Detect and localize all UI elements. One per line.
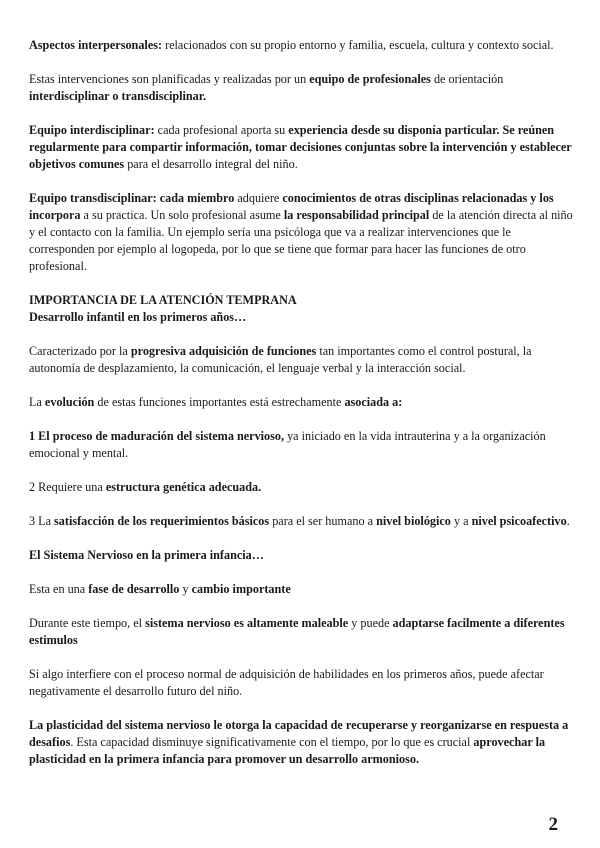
paragraph — [29, 717, 575, 768]
paragraph — [29, 615, 575, 649]
bold-text: Equipo interdisciplinar: — [29, 123, 155, 137]
text-run: para el desarrollo integral del niño. — [124, 157, 298, 171]
bold-text: Equipo transdisciplinar: cada miembro — [29, 191, 235, 205]
text-run: para el ser humano a — [269, 514, 377, 528]
bold-text: equipo de profesionales — [309, 72, 431, 86]
text-run: de estas funciones importantes está estrechamente — [94, 395, 345, 409]
bold-text: 1 El proceso de maduración del sistema nervioso, — [29, 429, 285, 443]
paragraph — [29, 581, 575, 598]
bold-text: nivel biológico — [376, 514, 451, 528]
text-run: de la atención directa al niño y el contacto con la familia. Un ejemplo sería una psicóloga que va a realizar intervenciones que le corresponden por ejemplo al logopeda, por lo que se tiene que formar para hacer las funciones de otro profesional. — [29, 208, 573, 273]
paragraph — [29, 122, 575, 173]
text-run: ya iniciado en la vida intrauterina y a la organización emocional y mental. — [29, 429, 546, 460]
bold-text: La plasticidad del sistema nervioso le otorga la capacidad de recuperarse y reorganizarse en respuesta a desafios — [29, 718, 569, 749]
text-run: Estas intervenciones son planificadas y realizadas por un — [29, 72, 310, 86]
paragraph — [29, 343, 575, 377]
bold-text: adaptarse facilmente a diferentes estimulos — [29, 616, 565, 647]
text-run: . Esta capacidad disminuye significativamente con el tiempo, por lo que es crucial — [70, 735, 474, 749]
text-run: Caracterizado por la — [29, 344, 131, 358]
bold-text: evolución — [44, 395, 95, 409]
bold-text: progresiva adquisición de funciones — [130, 344, 317, 358]
bold-text: satisfacción de los requerimientos básicos — [54, 514, 270, 528]
list-item — [29, 513, 575, 530]
bold-text: interdisciplinar o transdisciplinar. — [29, 89, 207, 103]
text-run: Si algo interfiere con el proceso normal de adquisición de habilidades en los primeros años, puede afectar negativamente el desarrollo futuro del niño. — [29, 667, 544, 698]
text-run: . — [566, 514, 570, 528]
bold-text: Aspectos interpersonales: — [29, 38, 163, 52]
text-run: de orientación — [430, 72, 504, 86]
section-subheading: Desarrollo infantil en los primeros años… — [29, 310, 247, 324]
bold-text: conocimientos de otras disciplinas relacionadas y los incorpora — [29, 191, 554, 222]
text-run: Esta en una — [29, 582, 89, 596]
text-run: relacionados con su propio entorno y familia, escuela, cultura y contexto social. — [162, 38, 554, 52]
bold-text: sistema nervioso es altamente maleable — [145, 616, 349, 630]
bold-text: estructura genética adecuada. — [105, 480, 262, 494]
bold-text: El Sistema Nervioso en la primera infancia… — [29, 548, 264, 562]
bold-text: fase de desarrollo — [88, 582, 180, 596]
list-item — [29, 479, 575, 496]
paragraph — [29, 394, 575, 411]
paragraph — [29, 37, 575, 54]
section-heading: IMPORTANCIA DE LA ATENCIÓN TEMPRANA — [29, 293, 297, 307]
text-run: y puede — [348, 616, 393, 630]
bold-text: nivel psicoafectivo — [471, 514, 567, 528]
text-run: 3 La — [29, 514, 55, 528]
list-item — [29, 428, 575, 462]
paragraph — [29, 71, 575, 105]
bold-text: cambio importante — [191, 582, 291, 596]
paragraph — [29, 547, 575, 564]
text-run: tan importantes como el control postural, la autonomía de desplazamiento, la comunicación, el lenguaje verbal y la interacción social. — [29, 344, 532, 375]
bold-text: experiencia desde su disponía particular. Se reúnen regularmente para compartir información, tomar decisiones conjuntas sobre la intervención y establecer objetivos comunes — [29, 123, 572, 171]
bold-text: aprovechar la plasticidad en la primera infancia para promover un desarrollo armonioso. — [29, 735, 546, 766]
text-run: La — [29, 395, 45, 409]
paragraph — [29, 666, 575, 700]
text-run: y — [179, 582, 192, 596]
text-run: cada profesional aporta su — [154, 123, 289, 137]
text-run: adquiere — [234, 191, 283, 205]
bold-text: asociada a: — [344, 395, 403, 409]
bold-text: la responsabilidad principal — [283, 208, 430, 222]
text-run: Durante este tiempo, el — [29, 616, 146, 630]
page-number: 2 — [548, 814, 558, 835]
text-run: y a — [450, 514, 472, 528]
paragraph — [29, 190, 575, 275]
text-run: 2 Requiere una — [29, 480, 106, 494]
text-run: a su practica. Un solo profesional asume — [80, 208, 284, 222]
page-content — [29, 37, 575, 768]
